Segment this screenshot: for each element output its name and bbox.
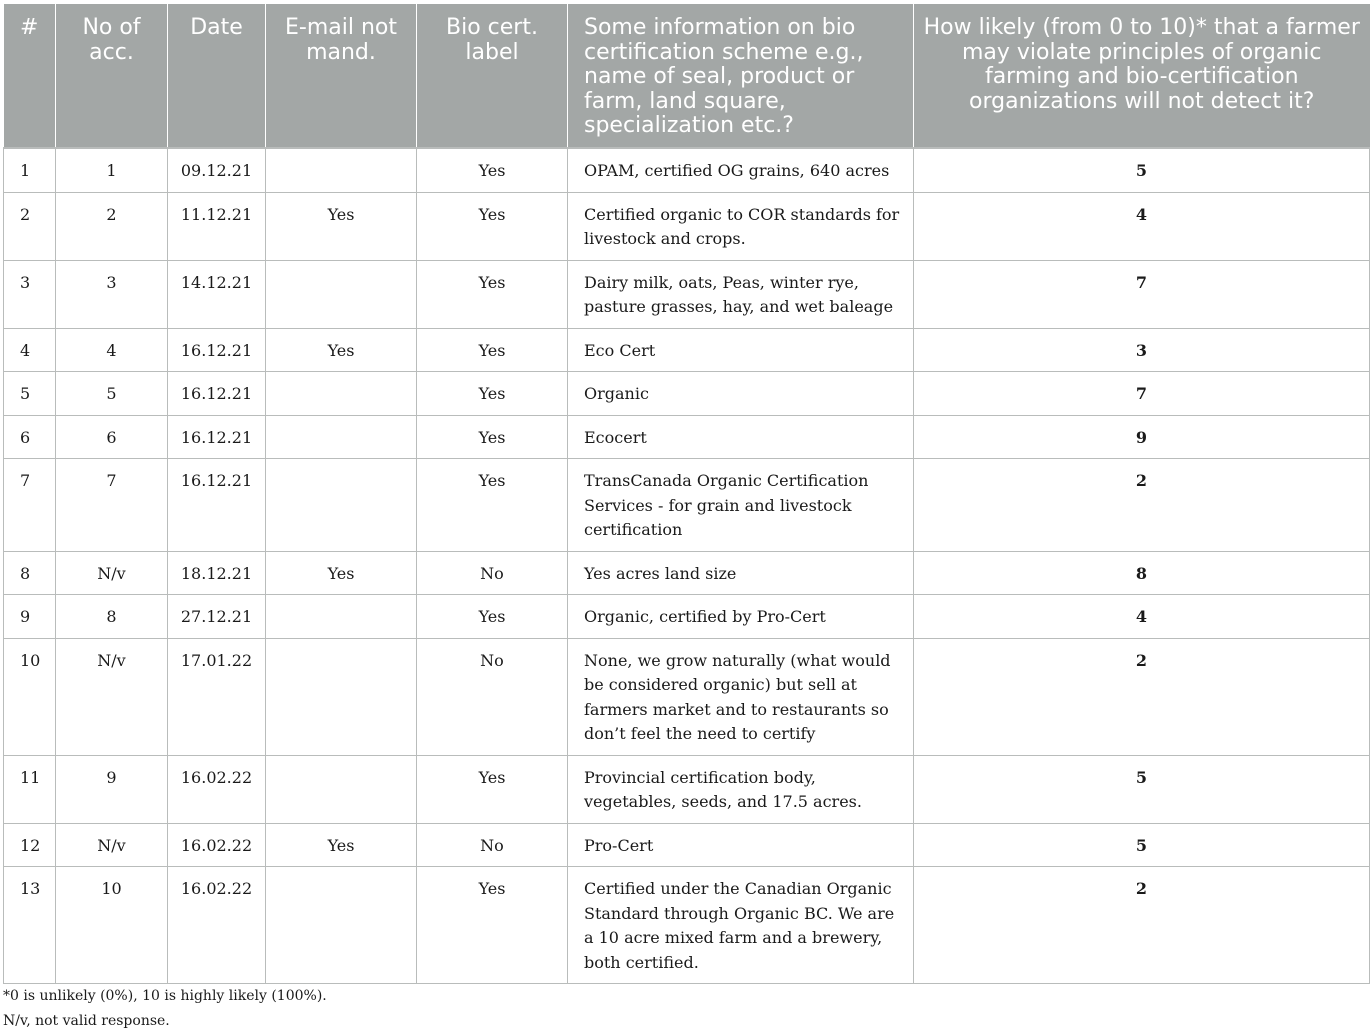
cell-email: [266, 638, 417, 755]
cell-cert-info: None, we grow naturally (what would be considered organic) but sell at farmers market and to restaurants so don’t feel the need to certify: [568, 638, 914, 755]
cell-no-of-acc: 6: [56, 415, 168, 459]
cell-likelihood: 4: [914, 192, 1370, 260]
cell-no-of-acc: 9: [56, 755, 168, 823]
table-row: [4, 415, 1370, 459]
table-row: [4, 867, 1370, 984]
cell-date: 16.12.21: [168, 328, 266, 372]
cell-email: [266, 595, 417, 639]
footnote-scale: *0 is unlikely (0%), 10 is highly likely (100%).: [3, 988, 327, 1004]
cell-bio-cert: Yes: [417, 328, 568, 372]
cell-number: 6: [4, 415, 56, 459]
cell-bio-cert: Yes: [417, 459, 568, 552]
cell-date: 09.12.21: [168, 148, 266, 192]
table-row: [4, 328, 1370, 372]
cell-likelihood: 7: [914, 260, 1370, 328]
cell-likelihood: 4: [914, 595, 1370, 639]
cell-date: 16.12.21: [168, 372, 266, 416]
cell-cert-info: Dairy milk, oats, Peas, winter rye, pasture grasses, hay, and wet baleage: [568, 260, 914, 328]
table-row: [4, 192, 1370, 260]
table-row: [4, 823, 1370, 867]
cell-cert-info: Ecocert: [568, 415, 914, 459]
cell-bio-cert: Yes: [417, 260, 568, 328]
cell-number: 9: [4, 595, 56, 639]
cell-date: 16.12.21: [168, 415, 266, 459]
footnote-nv: N/v, not valid response.: [3, 1013, 170, 1029]
cell-bio-cert: No: [417, 638, 568, 755]
cell-likelihood: 9: [914, 415, 1370, 459]
cell-email: [266, 867, 417, 984]
cell-no-of-acc: N/v: [56, 823, 168, 867]
cell-no-of-acc: N/v: [56, 638, 168, 755]
cell-no-of-acc: 2: [56, 192, 168, 260]
cell-cert-info: Certified organic to COR standards for livestock and crops.: [568, 192, 914, 260]
cell-no-of-acc: 8: [56, 595, 168, 639]
cell-date: 14.12.21: [168, 260, 266, 328]
cell-likelihood: 5: [914, 148, 1370, 192]
cell-number: 10: [4, 638, 56, 755]
cell-number: 4: [4, 328, 56, 372]
cell-date: 17.01.22: [168, 638, 266, 755]
table-row: [4, 459, 1370, 552]
table-row: [4, 595, 1370, 639]
cell-bio-cert: Yes: [417, 372, 568, 416]
table-row: [4, 638, 1370, 755]
table-row: [4, 551, 1370, 595]
cell-likelihood: 2: [914, 867, 1370, 984]
cell-cert-info: TransCanada Organic Certification Services - for grain and livestock certification: [568, 459, 914, 552]
cell-bio-cert: No: [417, 823, 568, 867]
cell-number: 8: [4, 551, 56, 595]
cell-date: 11.12.21: [168, 192, 266, 260]
cell-email: [266, 148, 417, 192]
cell-cert-info: Certified under the Canadian Organic Standard through Organic BC. We are a 10 acre mixed farm and a brewery, both certified.: [568, 867, 914, 984]
cell-cert-info: Pro-Cert: [568, 823, 914, 867]
cell-bio-cert: Yes: [417, 595, 568, 639]
cell-email: Yes: [266, 328, 417, 372]
header-number: #: [4, 4, 56, 148]
cell-no-of-acc: 1: [56, 148, 168, 192]
cell-number: 3: [4, 260, 56, 328]
cell-number: 1: [4, 148, 56, 192]
cell-likelihood: 5: [914, 755, 1370, 823]
table-body: [4, 148, 1370, 984]
cell-likelihood: 2: [914, 459, 1370, 552]
cell-bio-cert: Yes: [417, 415, 568, 459]
cell-date: 16.12.21: [168, 459, 266, 552]
cell-number: 2: [4, 192, 56, 260]
cell-likelihood: 5: [914, 823, 1370, 867]
cell-number: 13: [4, 867, 56, 984]
cell-likelihood: 3: [914, 328, 1370, 372]
cell-bio-cert: Yes: [417, 192, 568, 260]
header-email: E-mail not mand.: [266, 4, 417, 148]
table-row: [4, 148, 1370, 192]
cell-date: 18.12.21: [168, 551, 266, 595]
cell-cert-info: Eco Cert: [568, 328, 914, 372]
header-date: Date: [168, 4, 266, 148]
cell-date: 16.02.22: [168, 755, 266, 823]
header-likelihood: How likely (from 0 to 10)* that a farmer may violate principles of organic farming and bio-certification organizations will not detect it?: [914, 4, 1370, 148]
header-no-of-acc: No of acc.: [56, 4, 168, 148]
cell-bio-cert: Yes: [417, 148, 568, 192]
header-row: [4, 4, 1370, 148]
cell-likelihood: 2: [914, 638, 1370, 755]
cell-no-of-acc: 4: [56, 328, 168, 372]
cell-no-of-acc: 3: [56, 260, 168, 328]
cell-email: [266, 260, 417, 328]
cell-cert-info: OPAM, certified OG grains, 640 acres: [568, 148, 914, 192]
cell-cert-info: Provincial certification body, vegetables, seeds, and 17.5 acres.: [568, 755, 914, 823]
cell-cert-info: Yes acres land size: [568, 551, 914, 595]
cell-email: Yes: [266, 551, 417, 595]
cell-no-of-acc: N/v: [56, 551, 168, 595]
cell-bio-cert: No: [417, 551, 568, 595]
cell-email: Yes: [266, 192, 417, 260]
header-cert-info: Some information on bio certification scheme e.g., name of seal, product or farm, land square, specialization etc.?: [568, 4, 914, 148]
cell-date: 16.02.22: [168, 867, 266, 984]
cell-bio-cert: Yes: [417, 867, 568, 984]
cell-date: 27.12.21: [168, 595, 266, 639]
cell-cert-info: Organic, certified by Pro-Cert: [568, 595, 914, 639]
cell-email: [266, 372, 417, 416]
cell-number: 11: [4, 755, 56, 823]
cell-bio-cert: Yes: [417, 755, 568, 823]
cell-email: [266, 755, 417, 823]
table-row: [4, 372, 1370, 416]
cell-likelihood: 7: [914, 372, 1370, 416]
survey-table: [3, 4, 1370, 984]
cell-email: Yes: [266, 823, 417, 867]
cell-email: [266, 415, 417, 459]
cell-date: 16.02.22: [168, 823, 266, 867]
cell-number: 5: [4, 372, 56, 416]
cell-no-of-acc: 5: [56, 372, 168, 416]
cell-cert-info: Organic: [568, 372, 914, 416]
cell-no-of-acc: 10: [56, 867, 168, 984]
cell-no-of-acc: 7: [56, 459, 168, 552]
cell-email: [266, 459, 417, 552]
cell-likelihood: 8: [914, 551, 1370, 595]
footnotes: [3, 984, 327, 1034]
table-row: [4, 755, 1370, 823]
cell-number: 12: [4, 823, 56, 867]
table-row: [4, 260, 1370, 328]
header-bio-cert-label: Bio cert. label: [417, 4, 568, 148]
cell-number: 7: [4, 459, 56, 552]
